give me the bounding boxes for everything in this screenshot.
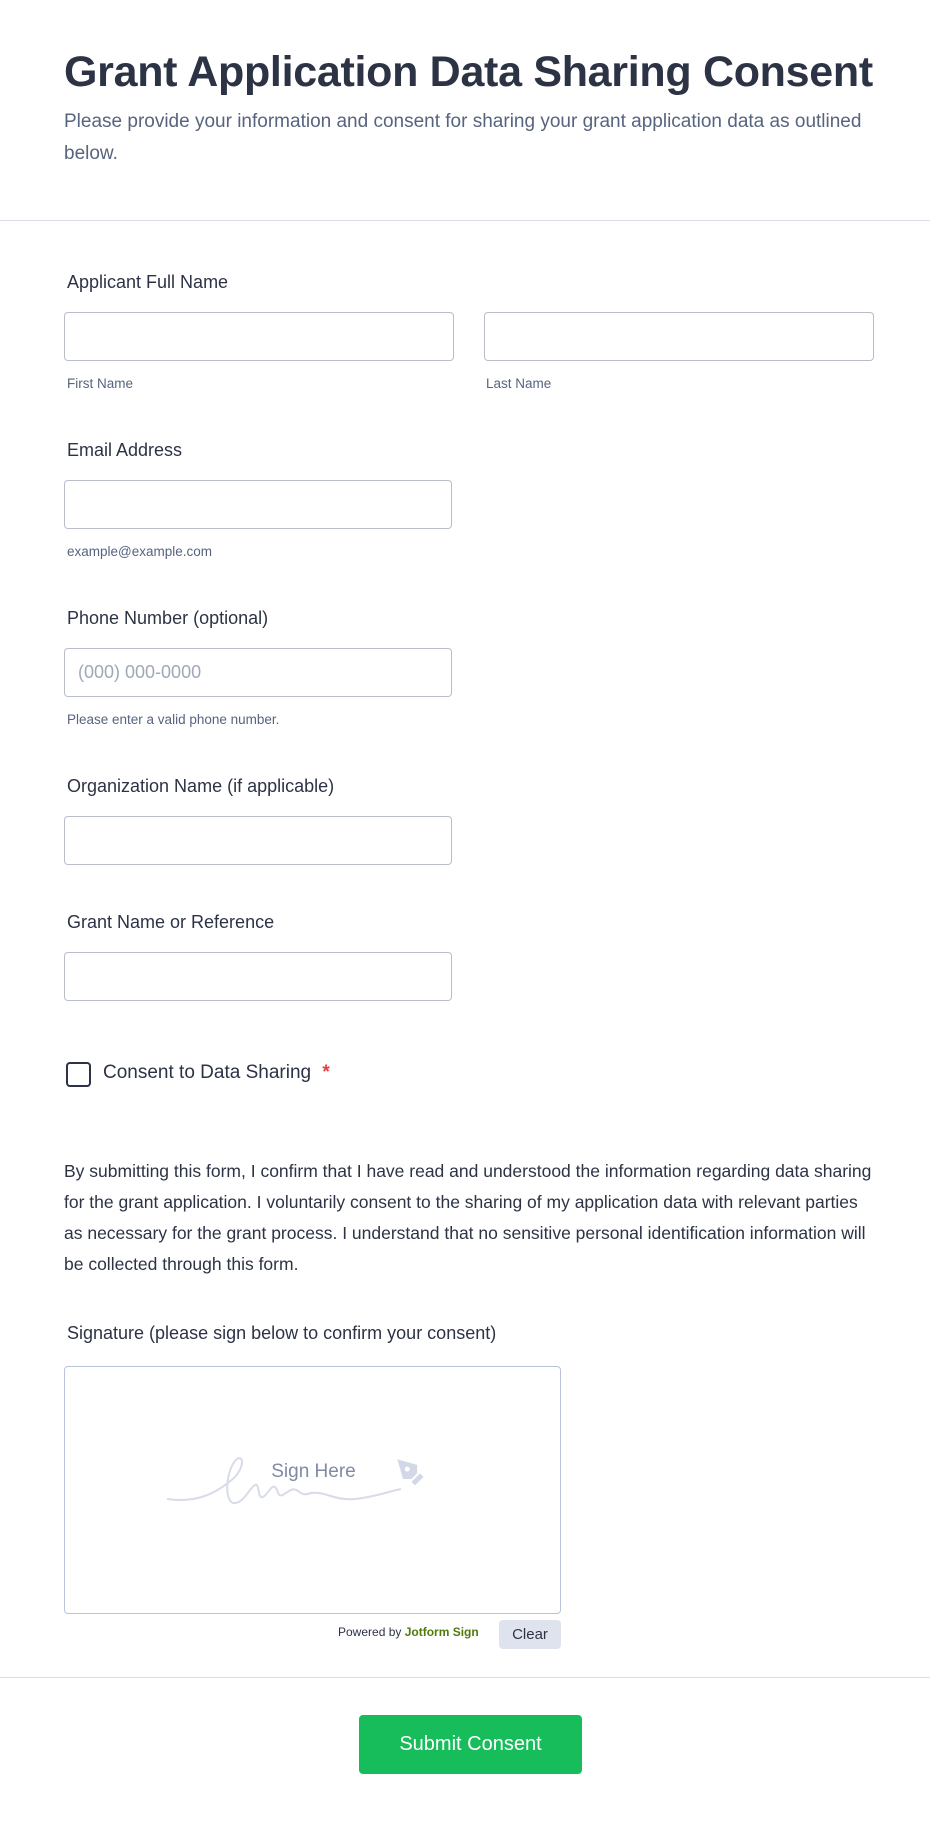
full-name-label: Applicant Full Name [67,272,229,292]
consent-label[interactable] [103,1062,330,1084]
first-name-input[interactable] [64,312,454,361]
email-sublabel: example@example.com [67,544,213,559]
email-label: Email Address [67,440,183,460]
consent-statement: By submitting this form, I confirm that I have read and understood the information regarding data sharing for the grant application. I voluntarily consent to the sharing of my application data with relevant parties as necessary for the grant process. I understand that no sensitive personal identification information will be collected through this form. [64,1161,872,1274]
organization-input[interactable] [64,816,452,865]
last-name-sublabel: Last Name [486,376,552,391]
footer-divider [0,1677,930,1678]
signature-pad[interactable] [64,1366,561,1614]
powered-by-text: Powered by [338,1625,402,1639]
page-title: Grant Application Data Sharing Consent [64,48,873,96]
grant-input[interactable] [64,952,452,1001]
last-name-input[interactable] [484,312,874,361]
phone-sublabel: Please enter a valid phone number. [67,712,280,727]
required-asterisk: * [322,1062,330,1083]
submit-button[interactable]: Submit Consent [359,1715,582,1774]
consent-checkbox[interactable] [66,1062,91,1087]
grant-label: Grant Name or Reference [67,912,275,932]
signature-label: Signature (please sign below to confirm your consent) [67,1323,497,1343]
page-subtitle: Please provide your information and consent for sharing your grant application data as outlined below. [64,111,862,164]
header-divider [0,220,930,221]
phone-label: Phone Number (optional) [67,608,269,628]
clear-signature-button[interactable]: Clear [499,1620,561,1649]
phone-input[interactable] [64,648,452,697]
jotform-sign-link[interactable]: Jotform Sign [404,1625,479,1639]
sign-here-placeholder: Sign Here [271,1461,356,1482]
organization-label: Organization Name (if applicable) [67,776,335,796]
signature-pen-icon [165,1447,455,1527]
email-input[interactable] [64,480,452,529]
powered-by [338,1625,479,1639]
first-name-sublabel: First Name [67,376,134,391]
consent-label-text: Consent to Data Sharing [103,1062,312,1083]
